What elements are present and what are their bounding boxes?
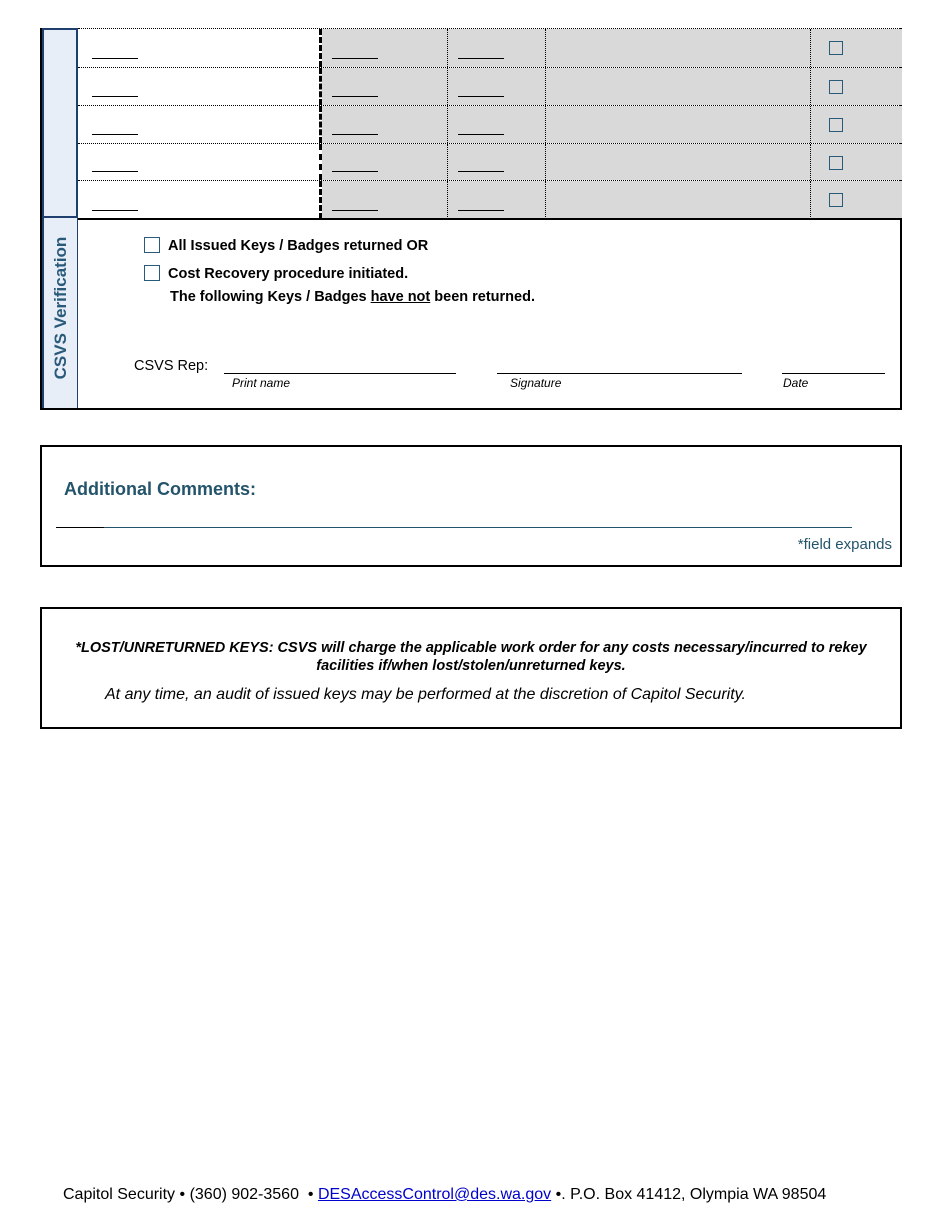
additional-comments-title: Additional Comments: [64,479,256,499]
lost-keys-notice: *LOST/UNRETURNED KEYS: CSVS will charge the applicable work order for any costs necessary/incurred to rekey facilities if/when lost/stolen/unreturned keys. [75,640,867,674]
footer-email-link[interactable]: DESAccessControl@des.wa.gov [317,1186,552,1203]
key-number-field[interactable] [92,210,138,211]
date-caption: Date [783,376,809,390]
have-not-emphasis: have not [370,289,431,305]
returned-checkbox[interactable] [829,80,843,94]
key-rows [78,28,902,219]
notes-field[interactable] [546,106,811,143]
notes-field[interactable] [546,68,811,105]
all-returned-checkbox[interactable] [144,237,160,253]
additional-comments-box [40,445,902,567]
cost-recovery-label: Cost Recovery procedure initiated. [168,266,409,282]
issued-date-field[interactable] [332,134,378,135]
returned-date-field[interactable] [458,210,504,211]
key-number-field[interactable] [92,134,138,135]
table-row [78,68,902,106]
key-number-field[interactable] [92,58,138,59]
footer-address: . P.O. Box 41412, Olympia WA 98504 [561,1186,827,1203]
key-number-field[interactable] [92,171,138,172]
cost-recovery-option[interactable] [168,266,408,282]
all-returned-option[interactable] [168,238,428,254]
bullet-icon: • [179,1186,186,1203]
key-number-field[interactable] [92,96,138,97]
returned-checkbox[interactable] [829,118,843,132]
bullet-icon: • [555,1186,562,1203]
comments-line-start [56,527,104,528]
returned-date-field[interactable] [458,171,504,172]
returned-checkbox[interactable] [829,41,843,55]
issued-date-field[interactable] [332,96,378,97]
issued-date-field[interactable] [332,171,378,172]
notice-box [40,607,902,729]
footer-phone: (360) 902-3560 [189,1186,299,1203]
bullet-icon: • [307,1186,314,1203]
csvs-verification-label: CSVS Verification [51,236,70,380]
print-name-field[interactable] [224,373,456,374]
verification-sidebar [42,218,78,408]
footer-org: Capitol Security [63,1186,176,1203]
divider [78,218,902,220]
footer [63,1186,826,1204]
notes-field[interactable] [546,181,811,219]
table-row [78,29,902,68]
table-row [78,181,902,219]
returned-checkbox[interactable] [829,193,843,207]
not-returned-statement: The following Keys / Badges have not been returned. [170,289,535,305]
signature-caption: Signature [510,376,562,390]
date-field[interactable] [782,373,885,374]
csvs-rep-label: CSVS Rep: [134,358,209,374]
issued-date-field[interactable] [332,58,378,59]
signature-field[interactable] [497,373,742,374]
cost-recovery-checkbox[interactable] [144,265,160,281]
notes-field[interactable] [546,144,811,180]
notes-field[interactable] [546,29,811,67]
returned-date-field[interactable] [458,96,504,97]
audit-notice: At any time, an audit of issued keys may be performed at the discretion of Capitol Security. [105,686,746,703]
returned-date-field[interactable] [458,134,504,135]
field-expands-note: *field expands [797,536,892,553]
returned-checkbox[interactable] [829,156,843,170]
comments-input[interactable] [56,527,852,528]
key-return-table [40,28,902,410]
issued-date-field[interactable] [332,210,378,211]
returned-date-field[interactable] [458,58,504,59]
table-row [78,144,902,181]
print-name-caption: Print name [232,376,291,390]
table-sidebar [42,28,78,218]
all-returned-label: All Issued Keys / Badges returned OR [168,238,429,254]
table-row [78,106,902,144]
